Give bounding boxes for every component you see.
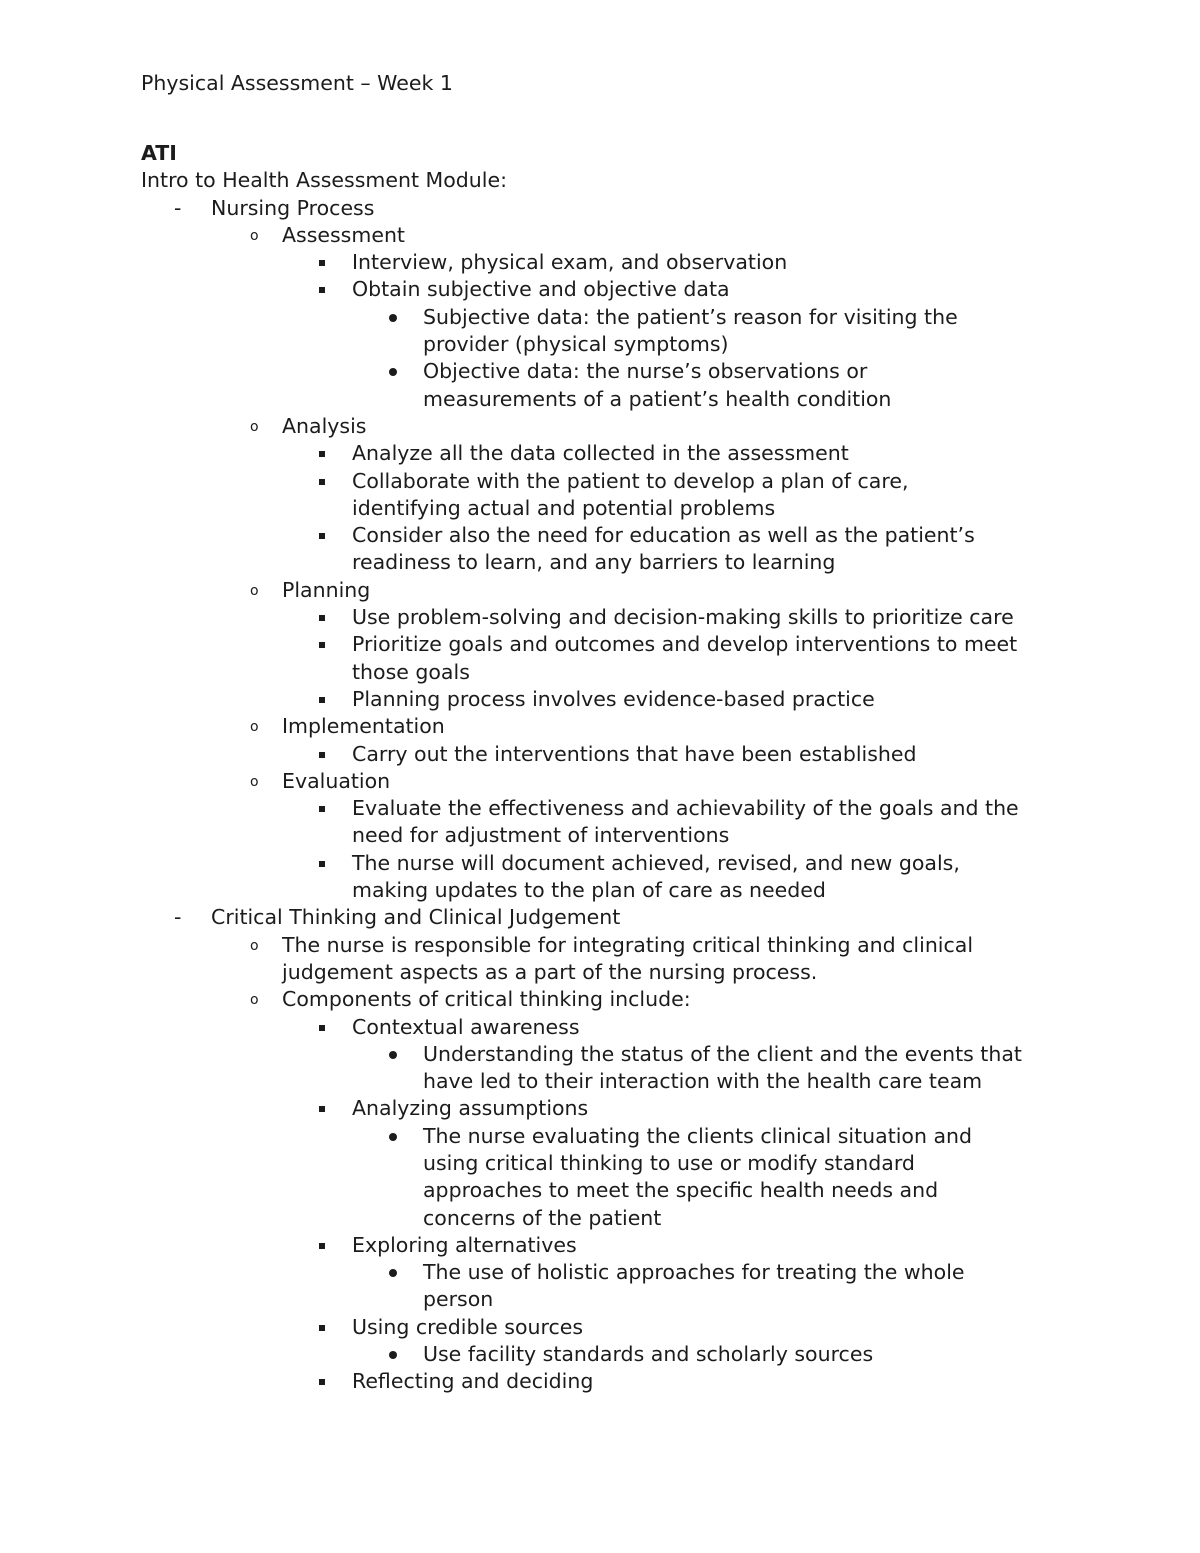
list-item (141, 850, 1071, 877)
list-item (141, 1123, 1071, 1150)
list-item-text: making updates to the plan of care as needed (352, 878, 826, 903)
list-item-text: Understanding the status of the client and the events that (423, 1041, 1022, 1066)
module-title: Intro to Health Assessment Module: (141, 168, 507, 193)
page-header: Physical Assessment – Week 1 (141, 71, 453, 95)
round-bullet-icon (389, 1351, 397, 1359)
square-bullet-icon (319, 861, 325, 867)
list-item (141, 1041, 1071, 1068)
round-bullet-icon (389, 368, 397, 376)
list-item-continuation (141, 1177, 1071, 1204)
list-item-text: Using credible sources (352, 1314, 584, 1339)
list-item (141, 577, 1071, 604)
list-item (141, 713, 1071, 740)
list-item-text: measurements of a patient’s health condition (423, 386, 892, 411)
list-item (141, 1014, 1071, 1041)
circle-bullet-icon: o (250, 719, 259, 736)
square-bullet-icon (319, 479, 325, 485)
round-bullet-icon (389, 1269, 397, 1277)
list-item-continuation (141, 822, 1071, 849)
list-item-continuation (141, 877, 1071, 904)
list-item-text: person (423, 1287, 494, 1312)
square-bullet-icon (319, 260, 325, 266)
list-item-text: Obtain subjective and objective data (352, 277, 730, 302)
list-item-text: have led to their interaction with the health care team (423, 1069, 983, 1094)
list-item-text: readiness to learn, and any barriers to learning (352, 550, 836, 575)
list-item-continuation (141, 386, 1071, 413)
list-item-text: The nurse is responsible for integrating critical thinking and clinical (282, 932, 974, 957)
list-item (141, 1095, 1071, 1122)
list-item-continuation (141, 1205, 1071, 1232)
list-item (141, 358, 1071, 385)
list-item (141, 195, 1071, 222)
square-bullet-icon (319, 533, 325, 539)
list-item (141, 276, 1071, 303)
list-item-continuation (141, 1286, 1071, 1313)
list-item-text: concerns of the patient (423, 1205, 662, 1230)
list-item-continuation (141, 1150, 1071, 1177)
list-item (141, 249, 1071, 276)
list-item-text: Use problem-solving and decision-making skills to prioritize care (352, 605, 1014, 630)
dash-bullet-icon: - (174, 905, 182, 930)
list-item (141, 1259, 1071, 1286)
list-item-text: Assessment (282, 222, 405, 247)
square-bullet-icon (319, 1325, 325, 1331)
square-bullet-icon (319, 806, 325, 812)
circle-bullet-icon: o (250, 773, 259, 790)
circle-bullet-icon: o (250, 937, 259, 954)
list-item-text: Objective data: the nurse’s observations or (423, 359, 868, 384)
list-item-text: Carry out the interventions that have been established (352, 741, 917, 766)
list-item-text: need for adjustment of interventions (352, 823, 730, 848)
list-item-text: Use facility standards and scholarly sources (423, 1342, 874, 1367)
list-item-text: Analysis (282, 413, 367, 438)
square-bullet-icon (319, 1025, 325, 1031)
list-item-text: Analyzing assumptions (352, 1096, 589, 1121)
list-item-text: Collaborate with the patient to develop a plan of care, (352, 468, 909, 493)
list-item-text: judgement aspects as a part of the nursing process. (282, 959, 818, 984)
list-item-continuation (141, 495, 1071, 522)
list-item (141, 413, 1071, 440)
list-item-text: Evaluation (282, 768, 391, 793)
list-item-text: Subjective data: the patient’s reason for visiting the (423, 304, 958, 329)
list-item (141, 631, 1071, 658)
list-item-text: Reflecting and deciding (352, 1369, 594, 1394)
circle-bullet-icon: o (250, 582, 259, 599)
list-item-text: using critical thinking to use or modify standard (423, 1150, 915, 1175)
list-item-continuation (141, 1068, 1071, 1095)
section-heading: ATI (141, 141, 177, 165)
list-item-text: approaches to meet the specific health needs and (423, 1178, 939, 1203)
circle-bullet-icon: o (250, 418, 259, 435)
square-bullet-icon (319, 1243, 325, 1249)
list-item-text: The use of holistic approaches for treating the whole (423, 1260, 965, 1285)
list-item (141, 768, 1071, 795)
list-item-continuation (141, 331, 1071, 358)
list-item (141, 522, 1071, 549)
list-item-continuation (141, 659, 1071, 686)
list-item-text: Prioritize goals and outcomes and develop interventions to meet (352, 632, 1018, 657)
list-item-text: The nurse evaluating the clients clinical situation and (423, 1123, 973, 1148)
square-bullet-icon (319, 1379, 325, 1385)
list-item (141, 795, 1071, 822)
square-bullet-icon (319, 752, 325, 758)
list-item (141, 468, 1071, 495)
square-bullet-icon (319, 697, 325, 703)
list-item-text: Nursing Process (211, 195, 375, 220)
list-item (141, 1368, 1071, 1395)
list-item-text: Exploring alternatives (352, 1232, 577, 1257)
list-item-text: those goals (352, 659, 470, 684)
round-bullet-icon (389, 1051, 397, 1059)
document-body (141, 140, 1071, 1396)
round-bullet-icon (389, 314, 397, 322)
square-bullet-icon (319, 1106, 325, 1112)
list-item-text: Implementation (282, 714, 445, 739)
square-bullet-icon (319, 615, 325, 621)
square-bullet-icon (319, 642, 325, 648)
list-item-continuation (141, 549, 1071, 576)
dash-bullet-icon: - (174, 195, 182, 220)
list-item (141, 1341, 1071, 1368)
list-item-text: Evaluate the effectiveness and achievability of the goals and the (352, 796, 1019, 821)
list-item-text: Critical Thinking and Clinical Judgement (211, 905, 621, 930)
list-item-text: Contextual awareness (352, 1014, 580, 1039)
list-item (141, 304, 1071, 331)
list-item (141, 1232, 1071, 1259)
square-bullet-icon (319, 287, 325, 293)
list-item-text: Planning (282, 577, 371, 602)
list-item-text: Analyze all the data collected in the assessment (352, 441, 849, 466)
list-item (141, 686, 1071, 713)
list-item (141, 440, 1071, 467)
square-bullet-icon (319, 451, 325, 457)
list-item (141, 932, 1071, 959)
circle-bullet-icon: o (250, 227, 259, 244)
list-item (141, 904, 1071, 931)
list-item-text: provider (physical symptoms) (423, 332, 729, 357)
list-item (141, 986, 1071, 1013)
list-item (141, 222, 1071, 249)
list-item-text: Interview, physical exam, and observation (352, 250, 788, 275)
list-item-text: Consider also the need for education as well as the patient’s (352, 523, 975, 548)
list-item (141, 604, 1071, 631)
list-item-text: Components of critical thinking include: (282, 987, 691, 1012)
list-item (141, 1314, 1071, 1341)
list-item-continuation (141, 959, 1071, 986)
round-bullet-icon (389, 1133, 397, 1141)
list-item-text: The nurse will document achieved, revised, and new goals, (352, 850, 960, 875)
circle-bullet-icon: o (250, 992, 259, 1009)
list-item-text: Planning process involves evidence-based practice (352, 686, 875, 711)
list-item (141, 741, 1071, 768)
list-item-text: identifying actual and potential problems (352, 495, 776, 520)
